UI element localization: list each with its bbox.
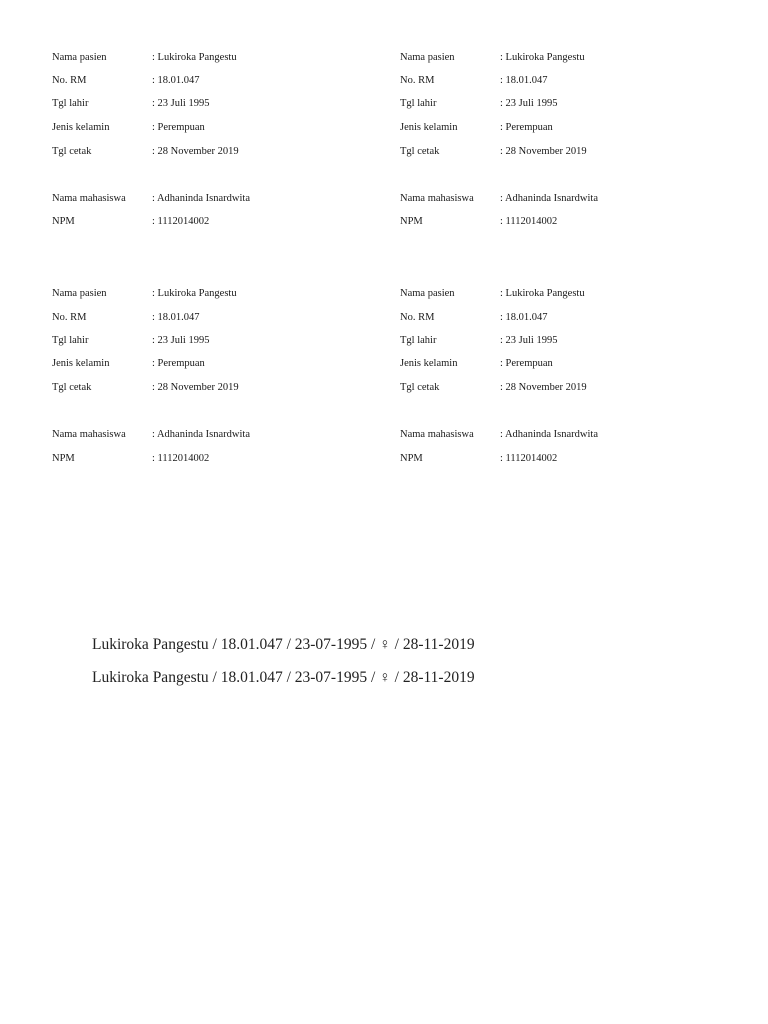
- student-name-value: : Adhaninda Isnardwita: [152, 191, 250, 207]
- rm-label: No. RM: [52, 312, 87, 323]
- sticker-line-2: Lukiroka Pangestu / 18.01.047 / 23-07-1995 / ♀ / 28-11-2019: [92, 669, 475, 686]
- rm-value: : 18.01.047: [500, 310, 548, 326]
- dob-label: Tgl lahir: [52, 98, 89, 109]
- print-date-label: Tgl cetak: [52, 146, 92, 157]
- student-name-value: : Adhaninda Isnardwita: [500, 191, 598, 207]
- sex-value: : Perempuan: [152, 120, 205, 136]
- npm-label: NPM: [400, 216, 423, 227]
- patient-name-label: Nama pasien: [52, 288, 107, 299]
- rm-value: : 18.01.047: [152, 73, 200, 89]
- student-name-value: : Adhaninda Isnardwita: [500, 427, 598, 443]
- sex-label: Jenis kelamin: [400, 122, 458, 133]
- print-date-value: : 28 November 2019: [152, 380, 239, 396]
- dob-value: : 23 Juli 1995: [152, 96, 209, 112]
- patient-name-value: : Lukiroka Pangestu: [500, 286, 585, 302]
- print-date-label: Tgl cetak: [400, 146, 440, 157]
- rm-label: No. RM: [400, 75, 435, 86]
- print-date-label: Tgl cetak: [400, 382, 440, 393]
- rm-label: No. RM: [400, 312, 435, 323]
- sex-label: Jenis kelamin: [400, 358, 458, 369]
- student-name-label: Nama mahasiswa: [400, 429, 474, 440]
- npm-value: : 1112014002: [152, 214, 209, 230]
- sticker-line-1: Lukiroka Pangestu / 18.01.047 / 23-07-1995 / ♀ / 28-11-2019: [92, 636, 475, 653]
- dob-label: Tgl lahir: [52, 335, 89, 346]
- patient-name-value: : Lukiroka Pangestu: [500, 50, 585, 66]
- rm-label: No. RM: [52, 75, 87, 86]
- student-name-label: Nama mahasiswa: [52, 429, 126, 440]
- patient-name-value: : Lukiroka Pangestu: [152, 50, 237, 66]
- dob-value: : 23 Juli 1995: [152, 333, 209, 349]
- npm-value: : 1112014002: [500, 214, 557, 230]
- sex-value: : Perempuan: [152, 356, 205, 372]
- npm-label: NPM: [400, 453, 423, 464]
- npm-label: NPM: [52, 216, 75, 227]
- student-name-value: : Adhaninda Isnardwita: [152, 427, 250, 443]
- sex-value: : Perempuan: [500, 356, 553, 372]
- print-date-label: Tgl cetak: [52, 382, 92, 393]
- sex-value: : Perempuan: [500, 120, 553, 136]
- npm-value: : 1112014002: [152, 451, 209, 467]
- rm-value: : 18.01.047: [152, 310, 200, 326]
- dob-label: Tgl lahir: [400, 98, 437, 109]
- patient-name-label: Nama pasien: [400, 288, 455, 299]
- student-name-label: Nama mahasiswa: [52, 193, 126, 204]
- print-date-value: : 28 November 2019: [152, 144, 239, 160]
- print-date-value: : 28 November 2019: [500, 380, 587, 396]
- dob-value: : 23 Juli 1995: [500, 96, 557, 112]
- patient-name-label: Nama pasien: [52, 52, 107, 63]
- npm-value: : 1112014002: [500, 451, 557, 467]
- patient-name-value: : Lukiroka Pangestu: [152, 286, 237, 302]
- sex-label: Jenis kelamin: [52, 122, 110, 133]
- dob-label: Tgl lahir: [400, 335, 437, 346]
- print-date-value: : 28 November 2019: [500, 144, 587, 160]
- npm-label: NPM: [52, 453, 75, 464]
- student-name-label: Nama mahasiswa: [400, 193, 474, 204]
- rm-value: : 18.01.047: [500, 73, 548, 89]
- patient-name-label: Nama pasien: [400, 52, 455, 63]
- sex-label: Jenis kelamin: [52, 358, 110, 369]
- dob-value: : 23 Juli 1995: [500, 333, 557, 349]
